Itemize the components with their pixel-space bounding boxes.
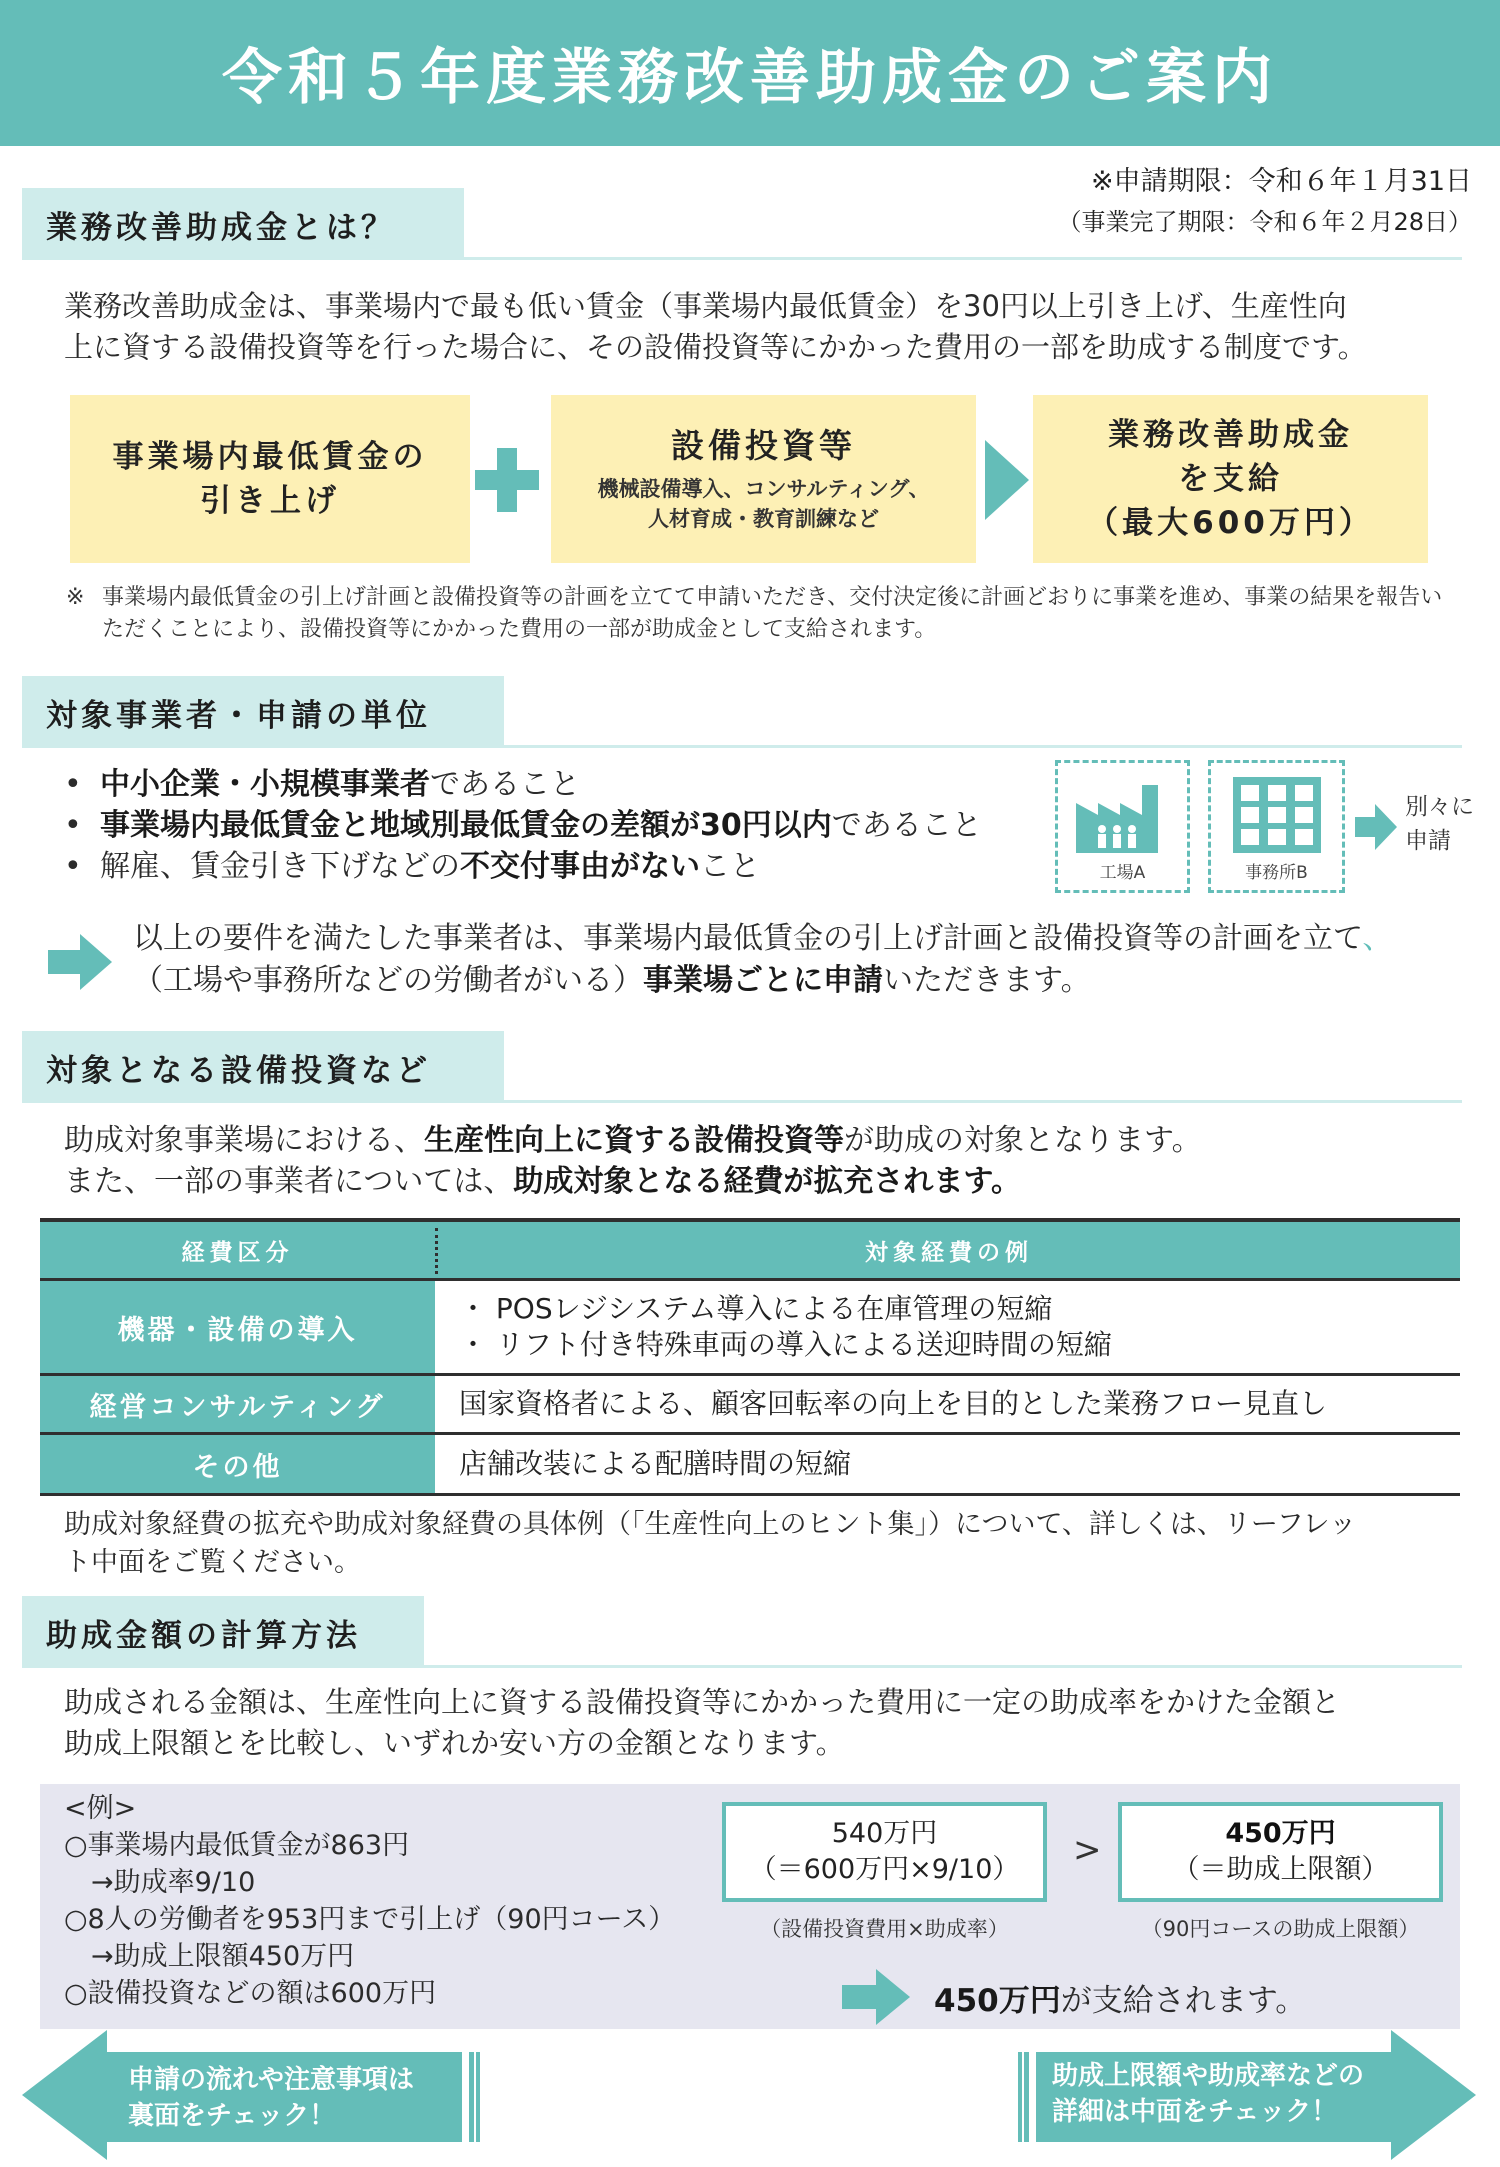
arrow-right-icon [985, 440, 1029, 520]
deadline-info [1057, 162, 1472, 242]
example-line: →助成上限額450万円 [64, 1941, 355, 1972]
table-row-category: 機器・設備の導入 [40, 1281, 435, 1373]
calc-box-rate [722, 1802, 1047, 1902]
section-heading-calculation: 助成金額の計算方法 [22, 1596, 424, 1668]
calc-rate-formula: （＝600万円×9/10） [749, 1854, 1020, 1885]
table-row-example-text: 店舗改装による配膳時間の短縮 [459, 1447, 852, 1480]
section-heading-eligibility: 対象事業者・申請の単位 [22, 676, 504, 748]
inner-page-link-line-1: 助成上限額や助成率などの [1052, 2061, 1365, 2091]
about-line-2: 上に資する設備投資等を行った場合に、その設備投資等にかかった費用の一部を助成する制度です。 [64, 330, 1367, 364]
plus-icon-bar [475, 470, 539, 490]
back-page-link-line-1: 申請の流れや注意事項は [128, 2065, 415, 2095]
bullet-1-bold: 中小企業・小規模事業者 [100, 767, 430, 802]
note-text: 事業場内最低賃金の引上げ計画と設備投資等の計画を立てて申請いただき、交付決定後に計画どおりに事業を進め、事業の結果を報告いただくことにより、設備投資等にかかった費用の一部が助成金として支給されます。 [102, 585, 1443, 642]
calculation-line-1: 助成される金額は、生産性向上に資する設備投資等にかかった費用に一定の助成率をかけた金額と [64, 1685, 1341, 1719]
back-page-link[interactable] [128, 2062, 414, 2134]
section-rule [22, 1100, 1462, 1103]
section-rule [22, 745, 1462, 748]
table-row-examples [435, 1435, 1460, 1493]
flow-box-investment-sub [597, 474, 929, 534]
result-line-1-text: 以上の要件を満たした事業者は、事業場内最低賃金の引上げ計画と設備投資等の計画を立て [133, 921, 1363, 956]
example-line: ○事業場内最低賃金が863円 [64, 1830, 410, 1861]
calc-cap-amount: 450万円 [1225, 1818, 1336, 1849]
calculation-line-2: 助成上限額とを比較し、いずれか安い方の金額となります。 [64, 1726, 845, 1760]
investment-line-1-bold: 生産性向上に資する設備投資等 [424, 1123, 844, 1158]
calc-rate-caption: （設備投資費用×助成率） [760, 1917, 1009, 1941]
investment-line-1-pre: 助成対象事業場における、 [64, 1123, 424, 1158]
about-line-1: 業務改善助成金は、事業場内で最も低い賃金（事業場内最低賃金）を30円以上引き上げ、生産性向 [64, 289, 1347, 323]
calc-box-cap [1118, 1802, 1443, 1902]
flow-box-wage-raise [70, 395, 470, 563]
table-rule [40, 1493, 1460, 1496]
flow-box-grant [1033, 395, 1428, 563]
table-header-examples: 対象経費の例 [865, 1239, 1033, 1266]
bullet-2-bold: 事業場内最低賃金と地域別最低賃金の差額が30円以内 [100, 808, 832, 843]
calc-rate-amount: 540万円 [831, 1818, 938, 1849]
compare-symbol: > [1073, 1830, 1102, 1870]
arrow-right-icon [48, 934, 112, 990]
expense-table-header [40, 1218, 1460, 1278]
note-mark: ※ [66, 585, 85, 610]
table-row-examples [435, 1281, 1460, 1373]
footnote-line-1: 助成対象経費の拡充や助成対象経費の具体例（「生産性向上のヒント集」）について、詳しくは、リーフレッ [64, 1509, 1357, 1540]
office-label: 事務所B [1245, 863, 1308, 883]
table-footnote [64, 1506, 1356, 1582]
separate-line-2: 申請 [1405, 828, 1451, 854]
page-title: 令和５年度業務改善助成金のご案内 [222, 43, 1278, 113]
flow-box-wage-raise-line1: 事業場内最低賃金の [112, 439, 428, 475]
table-row-category: その他 [40, 1435, 435, 1493]
table-row-example-text: リフト付き特殊車両の導入による送迎時間の短縮 [495, 1328, 1112, 1361]
factory-a-box [1055, 760, 1190, 893]
table-row-example-text: POSレジシステム導入による在庫管理の短縮 [495, 1292, 1053, 1325]
investment-description [64, 1120, 1202, 1202]
calc-cap-caption: （90円コースの助成上限額） [1141, 1917, 1420, 1941]
bullet-2-rest: であること [831, 808, 982, 843]
calc-result-text: が支給されます。 [1060, 1983, 1307, 2019]
investment-line-2-bold: 助成対象となる経費が拡充されます。 [513, 1164, 1022, 1199]
table-row-example-text: 国家資格者による、顧客回転率の向上を目的とした業務フロー見直し [459, 1387, 1328, 1420]
inner-page-link-line-2: 詳細は中面をチェック！ [1052, 2097, 1338, 2127]
arrow-right-icon [1355, 804, 1397, 850]
section-rule [22, 1665, 1462, 1668]
investment-line-1 [64, 1120, 1202, 1161]
investment-line-2 [64, 1161, 1202, 1202]
result-line-1 [133, 918, 1392, 960]
table-row-example-item: ・ リフト付き特殊車両の導入による送迎時間の短縮 [459, 1328, 1112, 1361]
example-line: ○設備投資などの額は600万円 [64, 1978, 437, 2009]
apply-deadline: ※申請期限：令和６年１月31日 [1091, 166, 1472, 197]
calculation-description [64, 1682, 1340, 1764]
back-page-link-line-2: 裏面をチェック！ [128, 2101, 336, 2131]
flow-box-investment-sub-1: 機械設備導入、コンサルティング、 [597, 477, 930, 501]
list-item [60, 805, 982, 846]
bullet-3-pre: 解雇、賃金引き下げなどの [100, 849, 460, 884]
inner-page-link[interactable] [1052, 2058, 1364, 2130]
office-b-box [1208, 760, 1345, 893]
flow-box-investment-sub-2: 人材育成・教育訓練など [647, 507, 879, 531]
factory-icon [1058, 763, 1187, 858]
about-description [64, 286, 1367, 368]
flow-box-investment [551, 395, 976, 563]
section-heading-investment: 対象となる設備投資など [22, 1031, 504, 1103]
eligibility-result [133, 918, 1392, 1002]
bullet-3-bold: 不交付事由がない [460, 849, 700, 884]
result-line-2-pre: （工場や事務所などの労働者がいる） [133, 963, 643, 998]
footnote-line-2: ト中面をご覧ください。 [64, 1547, 361, 1578]
example-line: <例> [64, 1793, 137, 1824]
example-line: ○8人の労働者を953円まで引上げ（90円コース） [64, 1904, 676, 1935]
example-text [64, 1790, 675, 2012]
section-heading-about: 業務改善助成金とは？ [22, 188, 464, 260]
investment-line-2-pre: また、一部の事業者については、 [64, 1164, 514, 1199]
calc-result [934, 1975, 1306, 2020]
section-rule [22, 257, 1462, 260]
separate-apply-label [1405, 790, 1474, 858]
flow-box-wage-raise-line2: 引き上げ [200, 483, 340, 519]
bullet-3-rest: こと [700, 849, 760, 884]
separate-line-1: 別々に [1405, 794, 1474, 820]
table-row-examples [435, 1376, 1460, 1432]
table-header-category: 経費区分 [181, 1239, 294, 1266]
example-line: →助成率9/10 [64, 1867, 256, 1898]
result-line-2-bold: 事業場ごとに申請 [643, 963, 883, 998]
completion-deadline: （事業完了期限：令和６年２月28日） [1057, 208, 1472, 236]
list-item [60, 764, 982, 805]
calc-cap-formula: （＝助成上限額） [1172, 1854, 1389, 1885]
result-line-2-rest: いただきます。 [883, 963, 1091, 998]
arrow-right-icon [842, 1969, 910, 2025]
flow-box-grant-line1: 業務改善助成金 [1108, 417, 1353, 453]
table-row-category: 経営コンサルティング [40, 1376, 435, 1432]
result-line-1-tail: 、 [1362, 921, 1393, 956]
factory-label: 工場A [1099, 863, 1146, 883]
flow-box-grant-line3: （最大600万円） [1087, 505, 1374, 541]
investment-line-1-rest: が助成の対象となります。 [844, 1123, 1202, 1158]
table-row-example-item: ・ POSレジシステム導入による在庫管理の短縮 [459, 1292, 1053, 1325]
bullet-1-rest: であること [430, 767, 580, 802]
about-note [66, 582, 1446, 646]
eligibility-list [60, 764, 982, 887]
office-building-icon [1211, 763, 1342, 858]
flow-box-grant-line2: を支給 [1178, 461, 1283, 497]
flow-box-investment-title: 設備投資等 [671, 426, 856, 465]
result-line-2 [133, 960, 1392, 1002]
calc-result-amount: 450万円 [934, 1983, 1061, 2019]
list-item [60, 846, 982, 887]
